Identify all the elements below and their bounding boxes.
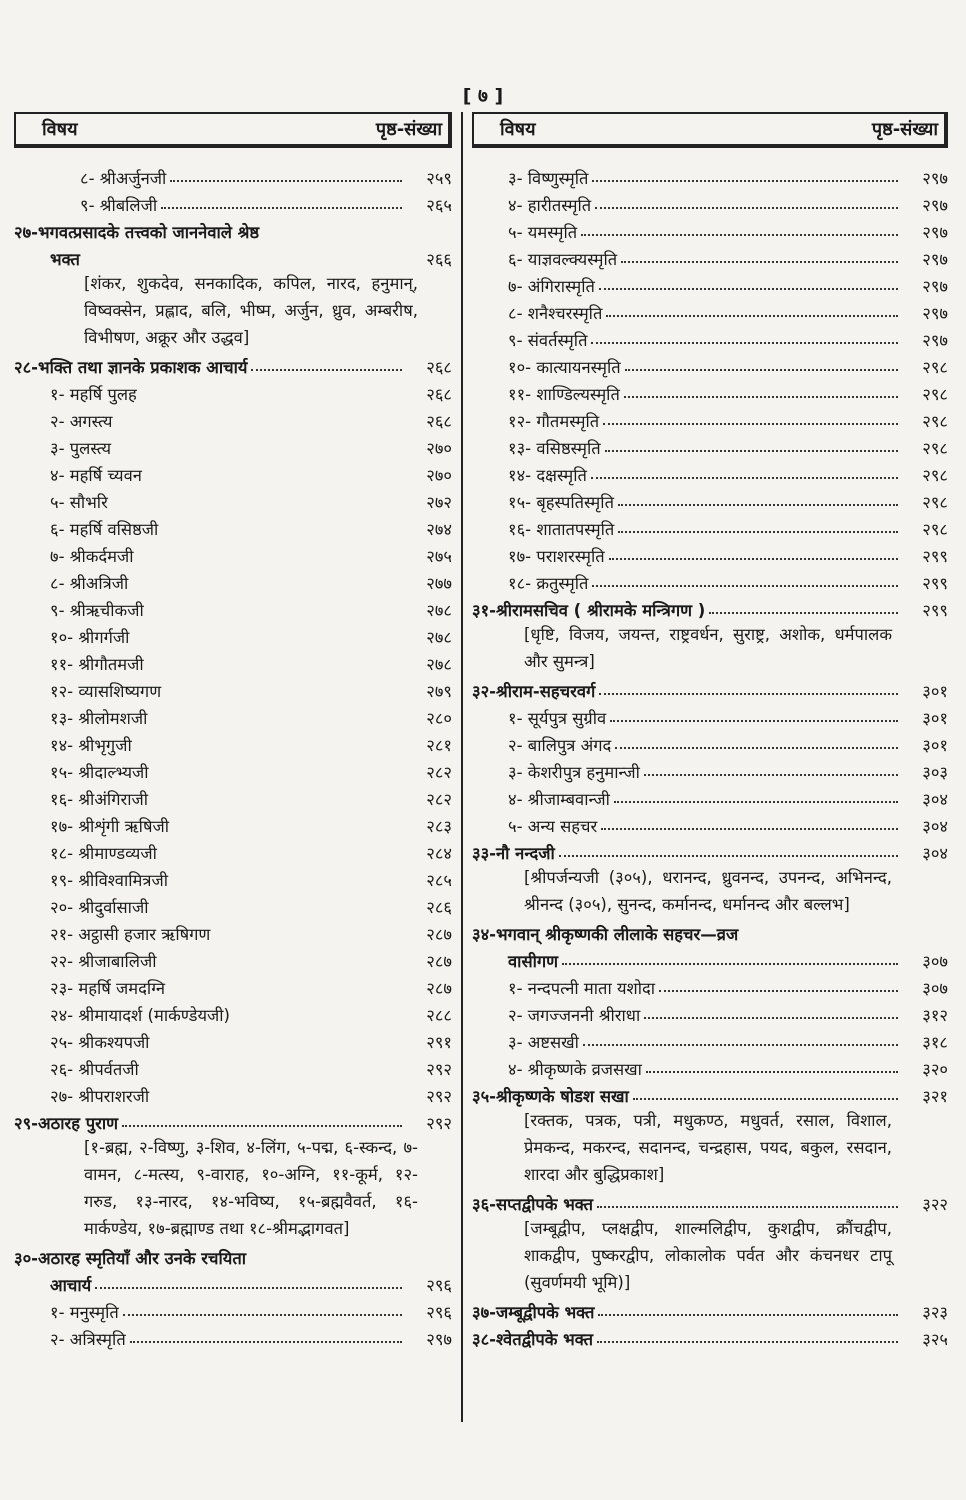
- entry-page: २८७: [426, 924, 452, 944]
- entry-label: ३४-भगवान् श्रीकृष्णकी लीलाके सहचर—व्रज: [472, 924, 739, 944]
- header-page: पृष्ठ-संख्या: [871, 119, 938, 140]
- dot-leader: [614, 801, 898, 803]
- entry-page: २९८: [922, 384, 948, 404]
- toc-entry: [14, 621, 452, 648]
- entry-page: २७४: [426, 519, 452, 539]
- entry-page: २९२: [426, 1086, 452, 1106]
- entry-page: २८३: [426, 816, 452, 836]
- toc-entry: [472, 756, 948, 783]
- toc-entry: [472, 351, 948, 378]
- entry-page: २६८: [426, 357, 452, 377]
- dot-leader: [592, 180, 898, 182]
- toc-entry: [14, 675, 452, 702]
- toc-entry: [14, 702, 452, 729]
- toc-entry: [14, 918, 452, 945]
- dot-leader: [624, 396, 898, 398]
- toc-entry: [472, 1053, 948, 1080]
- toc-right-column: [472, 112, 948, 1350]
- entry-label: ३८-श्वेतद्वीपके भक्त: [472, 1329, 593, 1349]
- dot-leader: [595, 207, 898, 209]
- entry-label: ५- अन्य सहचर: [508, 816, 598, 836]
- entry-page: २७०: [426, 438, 452, 458]
- toc-entry: [472, 324, 948, 351]
- entry-page: २९८: [922, 357, 948, 377]
- entry-label: ३७-जम्बूद्वीपके भक्त: [472, 1302, 595, 1322]
- toc-entry: [14, 594, 452, 621]
- entry-page: ३२२: [922, 1194, 948, 1214]
- toc-entry: [472, 162, 948, 189]
- entry-page: २९९: [922, 546, 948, 566]
- toc-header: [472, 112, 948, 148]
- entry-label: २१- अट्ठासी हजार ऋषिगण: [50, 924, 211, 944]
- entry-page: २९७: [922, 222, 948, 242]
- dot-leader: [591, 477, 898, 479]
- toc-entry: [14, 513, 452, 540]
- entry-page: २८५: [426, 870, 452, 890]
- toc-entry: [472, 1026, 948, 1053]
- toc-left-column: [14, 112, 452, 1350]
- dot-leader: [633, 1098, 898, 1100]
- toc-section: [14, 351, 452, 378]
- toc-entry: [14, 783, 452, 810]
- entry-label: १६- श्रीअंगिराजी: [50, 789, 149, 809]
- entry-page: २९१: [426, 1032, 452, 1052]
- entry-label: ३१-श्रीरामसचिव ( श्रीरामके मन्त्रिगण ): [472, 600, 706, 620]
- entry-label: २७- श्रीपराशरजी: [50, 1086, 150, 1106]
- dot-leader: [605, 450, 898, 452]
- entry-page: ३०१: [922, 681, 948, 701]
- toc-entry: [472, 432, 948, 459]
- toc-note: [शंकर, शुकदेव, सनकादिक, कपिल, नारद, हनुमान्, विष्वक्सेन, प्रह्लाद, बलि, भीष्म, अर्जुन, ध्रुव, अम्बरीष, विभीषण, अक्रूर और उद्धव]: [84, 274, 418, 347]
- entry-label: १५- बृहस्पतिस्मृति: [508, 492, 614, 512]
- dot-leader: [559, 855, 898, 857]
- entry-page: २९७: [922, 249, 948, 269]
- entry-label: ३- विष्णुस्मृति: [508, 168, 589, 188]
- toc-section: [472, 675, 948, 702]
- entry-label: १०- श्रीगर्गजी: [50, 627, 130, 647]
- entry-label: १३- वसिष्ठस्मृति: [508, 438, 601, 458]
- toc-entry: [14, 486, 452, 513]
- entry-page: ३०७: [922, 951, 948, 971]
- toc-entry: [14, 945, 452, 972]
- dot-leader: [609, 558, 898, 560]
- entry-label: १- सूर्यपुत्र सुग्रीव: [508, 708, 607, 728]
- entry-page: ३०४: [922, 843, 948, 863]
- dot-leader: [597, 1341, 898, 1343]
- dot-leader: [592, 585, 898, 587]
- entry-label: ६- महर्षि वसिष्ठजी: [50, 519, 159, 539]
- entry-label: २९-अठारह पुराण: [14, 1113, 119, 1133]
- toc-entry: [14, 540, 452, 567]
- dot-leader: [618, 504, 898, 506]
- dot-leader: [581, 234, 898, 236]
- toc-section: [472, 594, 948, 621]
- toc-section: [472, 837, 948, 864]
- toc-note: [श्रीपर्जन्यजी (३०५), धरानन्द, ध्रुवनन्द, उपनन्द, अभिनन्द, श्रीनन्द (३०५), सुनन्द, कर्मानन्द, धर्मानन्द और बल्लभ]: [524, 868, 892, 914]
- entry-label: ९- श्रीऋचीकजी: [50, 600, 144, 620]
- toc-entry: [14, 1053, 452, 1080]
- dot-leader: [95, 1287, 402, 1289]
- entry-page: ३०३: [922, 762, 948, 782]
- toc-entry: [14, 864, 452, 891]
- entry-label: २- अत्रिस्मृति: [50, 1329, 126, 1349]
- toc-entry: [14, 999, 452, 1026]
- toc-entry: [472, 810, 948, 837]
- toc-entry: [472, 243, 948, 270]
- dot-leader: [618, 531, 898, 533]
- entry-label: ८- श्रीअत्रिजी: [50, 573, 129, 593]
- toc-entry: [472, 378, 948, 405]
- entry-label: ५- सौभरि: [50, 492, 108, 512]
- toc-note: [रक्तक, पत्रक, पत्री, मधुकण्ठ, मधुवर्त, रसाल, विशाल, प्रेमकन्द, मकरन्द, सदानन्द, चन्द्रहास, पयद, बकुल, रसदान, शारदा और बुद्धिप्रकाश]: [524, 1111, 892, 1184]
- dot-leader: [621, 261, 898, 263]
- entry-page: ३२१: [922, 1086, 948, 1106]
- entry-label: ३६-सप्तद्वीपके भक्त: [472, 1194, 594, 1214]
- entry-page: २९८: [922, 465, 948, 485]
- dot-leader: [615, 747, 898, 749]
- toc-entry: [14, 810, 452, 837]
- entry-page: २८२: [426, 762, 452, 782]
- entry-page: २९९: [922, 600, 948, 620]
- entry-page: २९८: [922, 519, 948, 539]
- toc-section: [14, 1242, 452, 1269]
- toc-entry: [14, 378, 452, 405]
- entry-page: २९२: [426, 1059, 452, 1079]
- entry-page: २७९: [426, 681, 452, 701]
- dot-leader: [591, 342, 898, 344]
- entry-label: २- अगस्त्य: [50, 411, 113, 431]
- entry-label: २- जगज्जननी श्रीराधा: [508, 1005, 641, 1025]
- toc-section: [472, 1323, 948, 1350]
- header-subject: विषय: [500, 119, 536, 140]
- dot-leader: [644, 774, 898, 776]
- entry-page: २८७: [426, 978, 452, 998]
- entry-page: २९९: [922, 573, 948, 593]
- toc-section: [472, 1296, 948, 1323]
- toc-entry: [14, 1323, 452, 1350]
- toc-note: [धृष्टि, विजय, जयन्त, राष्ट्रवर्धन, सुराष्ट्र, अशोक, धर्मपालक और सुमन्त्र]: [524, 625, 892, 671]
- header-subject: विषय: [42, 119, 78, 140]
- dot-leader: [644, 1017, 898, 1019]
- entry-label: ३५-श्रीकृष्णके षोडश सखा: [472, 1086, 629, 1106]
- toc-section-cont: [472, 945, 948, 972]
- entry-label: ७- अंगिरास्मृति: [508, 276, 595, 296]
- entry-page: २७७: [426, 573, 452, 593]
- toc-entry: [14, 189, 452, 216]
- entry-page: २७२: [426, 492, 452, 512]
- page-number: [ ७ ]: [462, 85, 504, 107]
- toc-entry: [472, 999, 948, 1026]
- entry-page: २८८: [426, 1005, 452, 1025]
- toc-note: [जम्बूद्वीप, प्लक्षद्वीप, शाल्मलिद्वीप, कुशद्वीप, क्रौंचद्वीप, शाकद्वीप, पुष्करद्वीप, लोकालोक पर्वत और कंचनधर टापू (सुवर्णमयी भूमि)]: [524, 1219, 892, 1292]
- entry-page: २९६: [426, 1275, 452, 1295]
- entry-label: ३- पुलस्त्य: [50, 438, 112, 458]
- entry-page: २९७: [922, 276, 948, 296]
- entry-label: १९- श्रीविश्वामित्रजी: [50, 870, 168, 890]
- entry-page: ३२०: [922, 1059, 948, 1079]
- entry-page: २७८: [426, 627, 452, 647]
- dot-leader: [562, 963, 898, 965]
- entry-label: ५- यमस्मृति: [508, 222, 578, 242]
- entry-page: २८४: [426, 843, 452, 863]
- toc-entry: [14, 972, 452, 999]
- toc-section-cont: [14, 243, 452, 270]
- entry-page: २९७: [426, 1329, 452, 1349]
- toc-entry: [472, 486, 948, 513]
- entry-page: २६८: [426, 411, 452, 431]
- dot-leader: [170, 180, 402, 182]
- toc-entry: [472, 297, 948, 324]
- entry-label: ३- केशरीपुत्र हनुमान्जी: [508, 762, 640, 782]
- dot-leader: [251, 369, 402, 371]
- dot-leader: [606, 315, 898, 317]
- dot-leader: [603, 423, 898, 425]
- entry-label: १५- श्रीदाल्भ्यजी: [50, 762, 149, 782]
- entry-label: ७- श्रीकर्दमजी: [50, 546, 134, 566]
- entry-label: १०- कात्यायनस्मृति: [508, 357, 621, 377]
- toc-entry: [472, 513, 948, 540]
- entry-page: २८२: [426, 789, 452, 809]
- entry-label: १८- श्रीमाण्डव्यजी: [50, 843, 157, 863]
- entry-label: वासीगण: [508, 951, 559, 971]
- entry-page: ३०७: [922, 978, 948, 998]
- toc-entry: [14, 648, 452, 675]
- entry-label: १६- शातातपस्मृति: [508, 519, 615, 539]
- entry-label: २४- श्रीमायादर्श (मार्कण्डेयजी): [50, 1005, 230, 1025]
- entry-label: २७-भगवत्प्रसादके तत्त्वको जाननेवाले श्रेष्ठ: [14, 222, 260, 242]
- entry-page: २७८: [426, 600, 452, 620]
- dot-leader: [598, 1314, 898, 1316]
- toc-section-cont: [14, 1269, 452, 1296]
- toc-section: [472, 918, 948, 945]
- toc-entry: [14, 405, 452, 432]
- entry-label: २५- श्रीकश्यपजी: [50, 1032, 150, 1052]
- entry-page: २९७: [922, 330, 948, 350]
- toc-entry: [14, 837, 452, 864]
- entry-label: ११- शाण्डिल्यस्मृति: [508, 384, 620, 404]
- entry-label: ९- श्रीबलिजी: [80, 195, 158, 215]
- entry-label: ८- श्रीअर्जुनजी: [80, 168, 167, 188]
- toc-entry: [472, 216, 948, 243]
- entry-page: २९२: [426, 1113, 452, 1133]
- dot-leader: [610, 720, 898, 722]
- toc-entry: [14, 1026, 452, 1053]
- entry-label: ६- याज्ञवल्क्यस्मृति: [508, 249, 618, 269]
- entry-page: ३१२: [922, 1005, 948, 1025]
- toc-entry: [472, 540, 948, 567]
- toc-section: [472, 1188, 948, 1215]
- entry-page: २९६: [426, 1302, 452, 1322]
- entry-label: १४- श्रीभृगुजी: [50, 735, 132, 755]
- entry-label: १२- गौतमस्मृति: [508, 411, 600, 431]
- dot-leader: [599, 693, 898, 695]
- toc-section: [14, 216, 452, 243]
- toc-entry: [472, 567, 948, 594]
- entry-page: २५९: [426, 168, 452, 188]
- entry-page: २९८: [922, 492, 948, 512]
- toc-entry: [14, 432, 452, 459]
- toc-entry: [472, 783, 948, 810]
- toc-entry: [472, 702, 948, 729]
- entry-label: ४- महर्षि च्यवन: [50, 465, 142, 485]
- entry-label: २०- श्रीदुर्वासाजी: [50, 897, 149, 917]
- entry-label: १- महर्षि पुलह: [50, 384, 137, 404]
- entry-label: ११- श्रीगौतमजी: [50, 654, 144, 674]
- entry-page: २९७: [922, 195, 948, 215]
- entry-label: २३- महर्षि जमदग्नि: [50, 978, 165, 998]
- entry-page: ३२५: [922, 1329, 948, 1349]
- entry-label: १२- व्यासशिष्यगण: [50, 681, 162, 701]
- entry-label: २२- श्रीजाबालिजी: [50, 951, 157, 971]
- toc-entry: [14, 1296, 452, 1323]
- entry-page: २९७: [922, 303, 948, 323]
- entry-label: २- बालिपुत्र अंगद: [508, 735, 612, 755]
- entry-page: २८६: [426, 897, 452, 917]
- toc-entry: [472, 189, 948, 216]
- dot-leader: [122, 1125, 402, 1127]
- entry-page: २८७: [426, 951, 452, 971]
- toc-entry: [472, 405, 948, 432]
- dot-leader: [161, 207, 402, 209]
- entry-page: २६६: [426, 249, 452, 269]
- toc-entry: [472, 972, 948, 999]
- entry-label: ८- शनैश्चरस्मृति: [508, 303, 603, 323]
- toc-header: [14, 112, 452, 148]
- toc-entry: [472, 270, 948, 297]
- toc-entry: [14, 756, 452, 783]
- dot-leader: [709, 612, 898, 614]
- entry-label: ३२-श्रीराम-सहचरवर्ग: [472, 681, 596, 701]
- entry-label: ४- श्रीकृष्णके व्रजसखा: [508, 1059, 642, 1079]
- entry-page: २९८: [922, 438, 948, 458]
- entry-page: २९७: [922, 168, 948, 188]
- entry-label: ३३-नौ नन्दजी: [472, 843, 555, 863]
- dot-leader: [601, 828, 898, 830]
- toc-note: [१-ब्रह्म, २-विष्णु, ३-शिव, ४-लिंग, ५-पद्म, ६-स्कन्द, ७-वामन, ८-मत्स्य, ९-वाराह, १०-अग्नि, ११-कूर्म, १२-गरुड, १३-नारद, १४-भविष्य, १५-ब्रह्मवैवर्त, १६-मार्कण्डेय, १७-ब्रह्माण्ड तथा १८-श्रीमद्भागवत]: [84, 1138, 418, 1238]
- entry-page: ३०४: [922, 816, 948, 836]
- entry-label: ४- श्रीजाम्बवान्जी: [508, 789, 610, 809]
- entry-label: ४- हारीतस्मृति: [508, 195, 592, 215]
- entry-label: १- मनुस्मृति: [50, 1302, 119, 1322]
- entry-page: २७५: [426, 546, 452, 566]
- toc-entry: [14, 1080, 452, 1107]
- entry-label: २८-भक्ति तथा ज्ञानके प्रकाशक आचार्य: [14, 357, 248, 377]
- toc-entry: [14, 891, 452, 918]
- entry-page: २७८: [426, 654, 452, 674]
- entry-page: ३०१: [922, 708, 948, 728]
- entry-page: २८०: [426, 708, 452, 728]
- entry-label: ९- संवर्तस्मृति: [508, 330, 588, 350]
- entry-page: २८१: [426, 735, 452, 755]
- entry-page: ३०१: [922, 735, 948, 755]
- toc-entry: [14, 459, 452, 486]
- header-page: पृष्ठ-संख्या: [375, 119, 442, 140]
- dot-leader: [597, 1206, 898, 1208]
- toc-section: [472, 1080, 948, 1107]
- toc-entry: [14, 729, 452, 756]
- dot-leader: [625, 369, 898, 371]
- dot-leader: [659, 990, 898, 992]
- entry-label: १४- दक्षस्मृति: [508, 465, 587, 485]
- toc-entry: [472, 729, 948, 756]
- entry-label: ३०-अठारह स्मृतियाँ और उनके रचयिता: [14, 1248, 247, 1268]
- toc-entry: [14, 162, 452, 189]
- dot-leader: [130, 1341, 402, 1343]
- entry-label: १८- क्रतुस्मृति: [508, 573, 589, 593]
- entry-page: ३१८: [922, 1032, 948, 1052]
- entry-label: १७- पराशरस्मृति: [508, 546, 605, 566]
- entry-label: आचार्य: [50, 1275, 92, 1295]
- entry-label: २६- श्रीपर्वतजी: [50, 1059, 139, 1079]
- entry-label: १- नन्दपत्नी माता यशोदा: [508, 978, 656, 998]
- dot-leader: [646, 1071, 898, 1073]
- entry-page: २९८: [922, 411, 948, 431]
- toc-entry: [14, 567, 452, 594]
- entry-label: १७- श्रीशृंगी ऋषिजी: [50, 816, 170, 836]
- entry-page: ३२३: [922, 1302, 948, 1322]
- column-divider: [461, 112, 463, 1422]
- toc-section: [14, 1107, 452, 1134]
- entry-page: २६८: [426, 384, 452, 404]
- entry-label: ३- अष्टसखी: [508, 1032, 579, 1052]
- entry-page: २६५: [426, 195, 452, 215]
- entry-label: भक्त: [50, 249, 80, 269]
- entry-page: ३०४: [922, 789, 948, 809]
- dot-leader: [583, 1044, 898, 1046]
- dot-leader: [599, 288, 898, 290]
- entry-page: २७०: [426, 465, 452, 485]
- entry-label: १३- श्रीलोमशजी: [50, 708, 148, 728]
- toc-entry: [472, 459, 948, 486]
- dot-leader: [123, 1314, 402, 1316]
